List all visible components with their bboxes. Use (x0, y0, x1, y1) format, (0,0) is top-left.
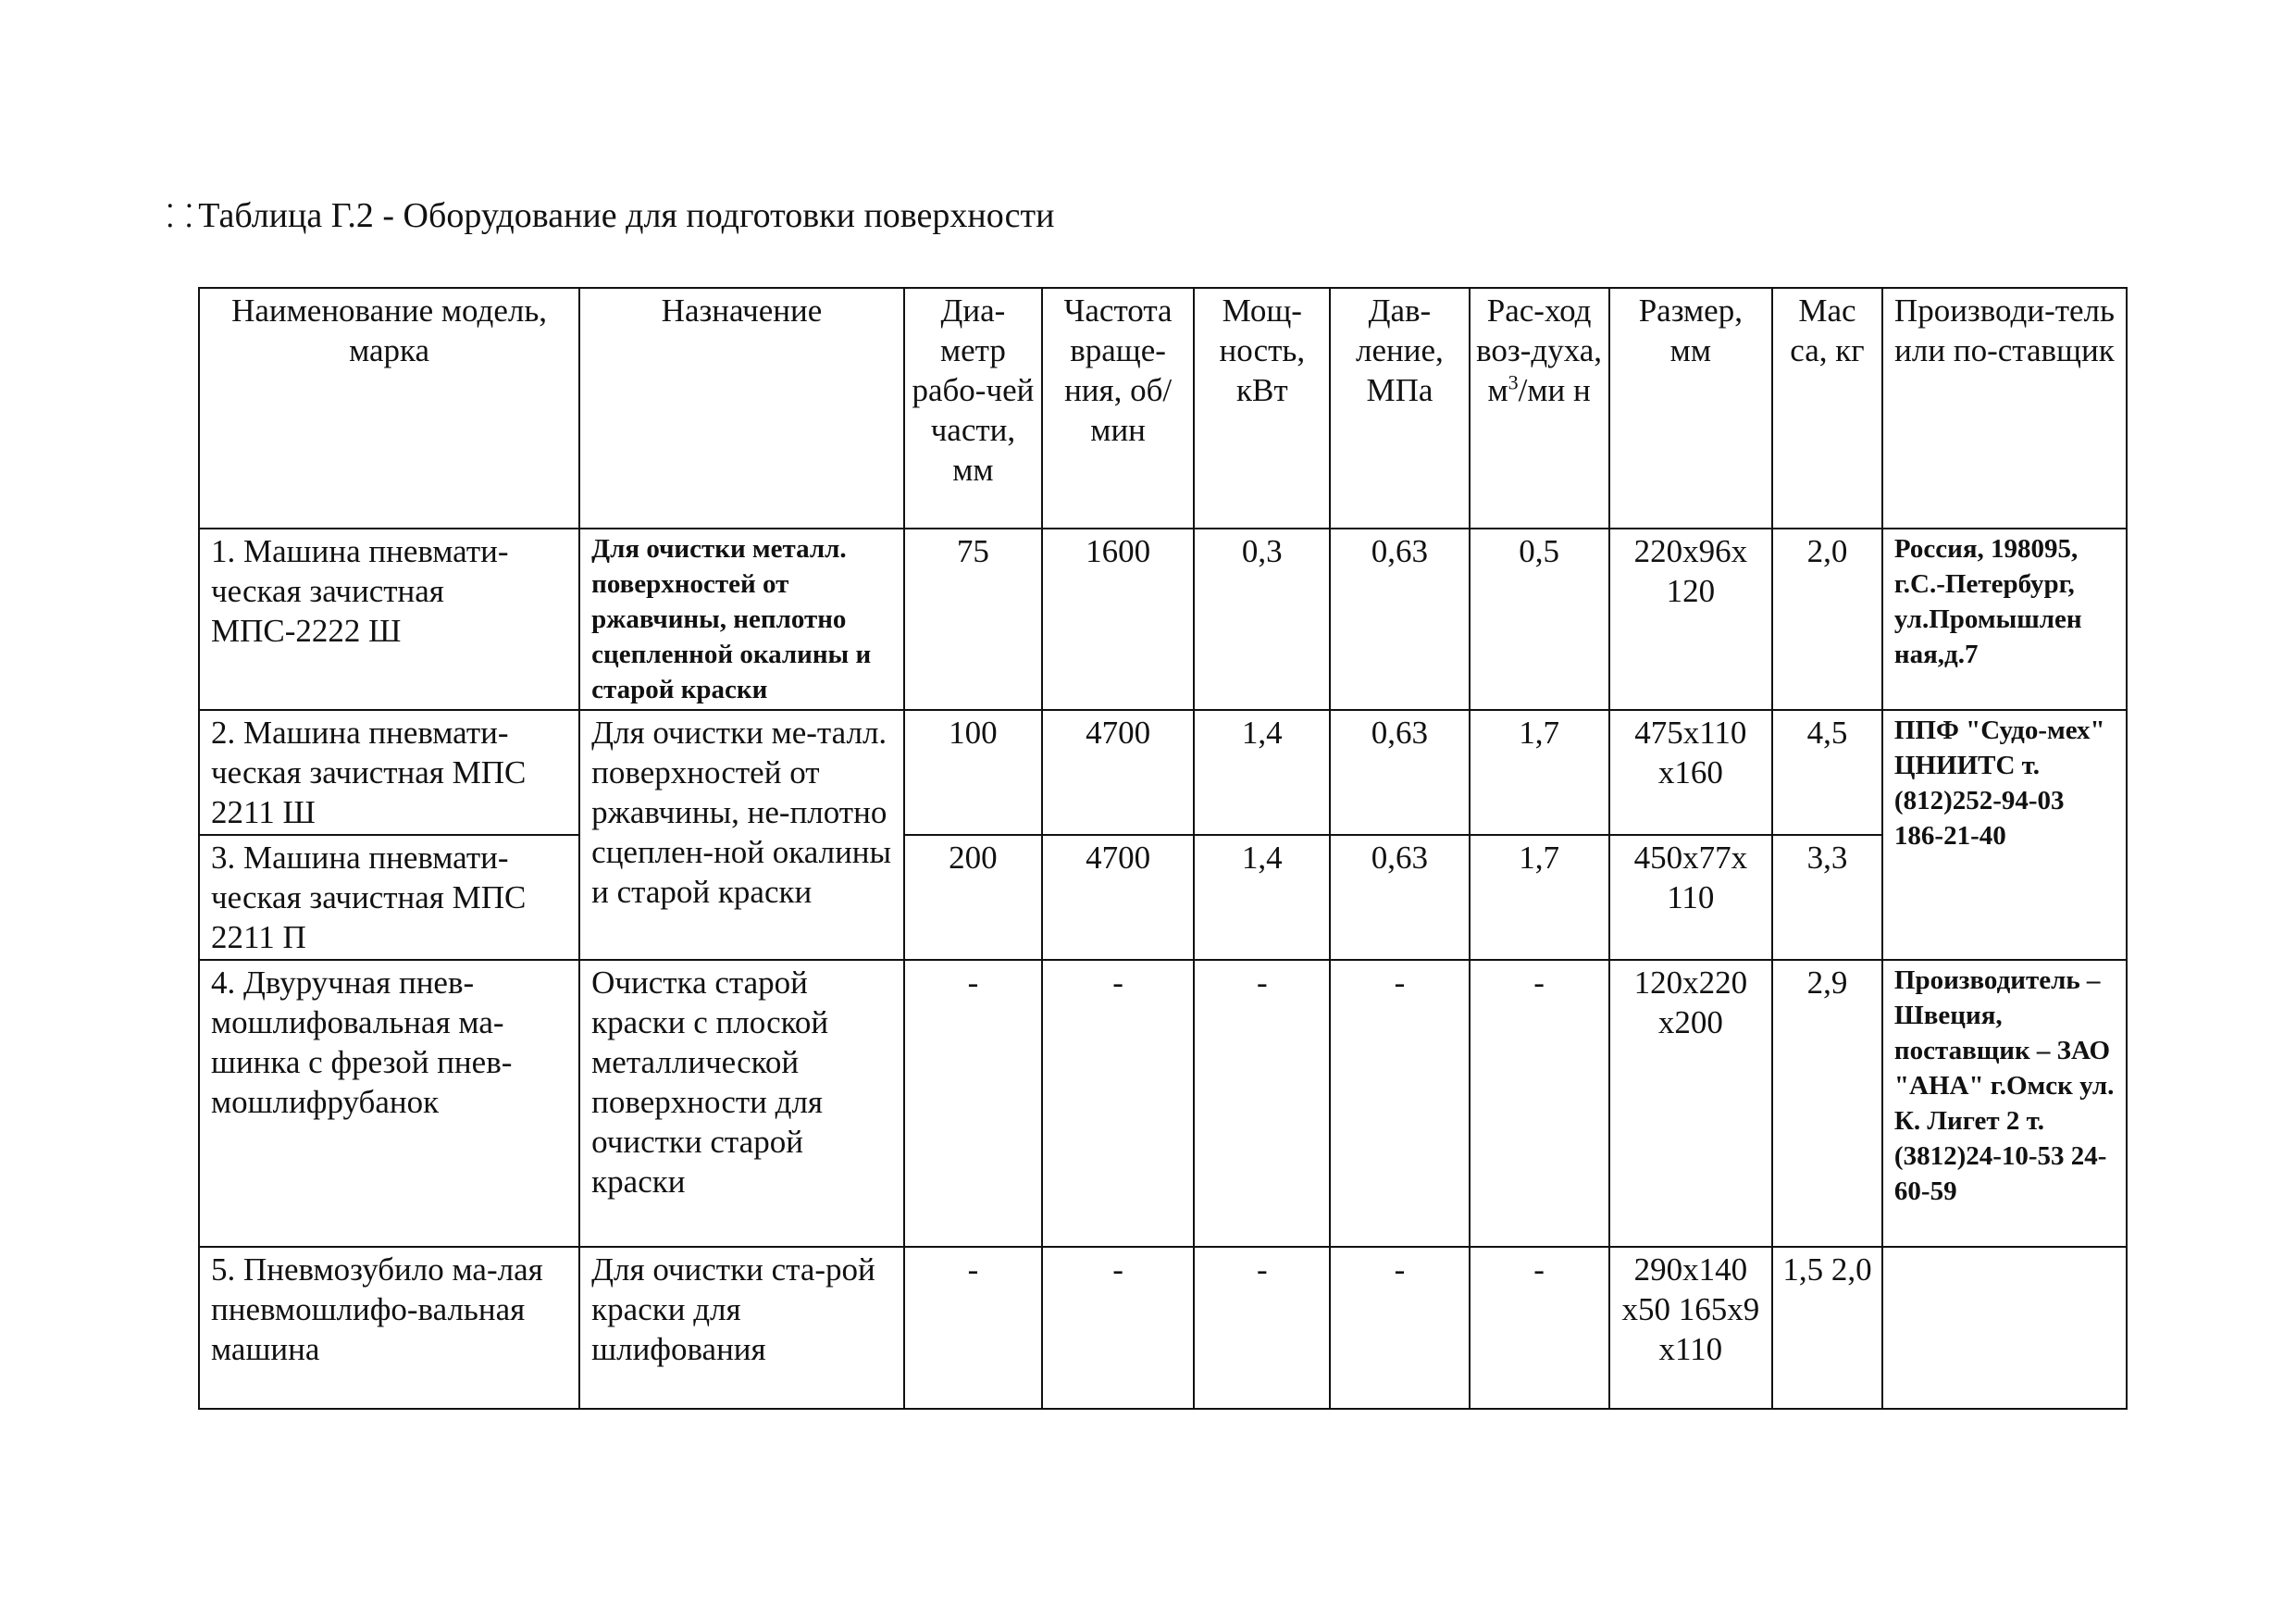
equipment-table (198, 287, 2128, 1410)
table-row (199, 710, 2127, 835)
header-air-unit: /ми н (1518, 372, 1591, 408)
table-row (199, 960, 2127, 1247)
cell-power: 0,3 (1194, 529, 1330, 710)
cell-size: 220х96х 120 (1609, 529, 1772, 710)
cell-name: 4. Двуручная пнев-мошлифовальная ма-шинка с фрезой пнев-мошлифрубанок (199, 960, 579, 1247)
cell-purpose: Очистка старой краски с плоской металлической поверхности для очистки старой краски (579, 960, 904, 1247)
cell-air: 0,5 (1470, 529, 1609, 710)
header-diameter: Диа-метр рабо-чей части, мм (904, 288, 1042, 529)
cell-pressure: 0,63 (1330, 529, 1469, 710)
cell-air: 1,7 (1470, 710, 1609, 835)
header-power: Мощ-ность, кВт (1194, 288, 1330, 529)
cell-diameter: 75 (904, 529, 1042, 710)
table-row (199, 529, 2127, 710)
header-manufacturer: Производи-тель или по-ставщик (1882, 288, 2127, 529)
header-frequency: Частота враще-ния, об/мин (1042, 288, 1194, 529)
header-name: Наименование модель, марка (199, 288, 579, 529)
cell-manufacturer: ППФ "Судо-мех" ЦНИИТС т.(812)252-94-03 186-21-40 (1882, 710, 2127, 960)
cell-purpose: Для очистки ме-талл. поверхностей от ржавчины, не-плотно сцеплен-ной окалины и старой краски (579, 710, 904, 960)
cell-pressure: 0,63 (1330, 835, 1469, 960)
cell-frequency: 4700 (1042, 710, 1194, 835)
cell-mass: 3,3 (1772, 835, 1882, 960)
cell-name: 2. Машина пневмати-ческая зачистная МПС 2211 Ш (199, 710, 579, 835)
cell-mass: 1,5 2,0 (1772, 1247, 1882, 1409)
caption-text: Таблица Г.2 - Оборудование для подготовки поверхности (198, 196, 1055, 235)
table-caption (167, 191, 1054, 242)
cell-power: 1,4 (1194, 710, 1330, 835)
cell-frequency: 4700 (1042, 835, 1194, 960)
cell-frequency: 1600 (1042, 529, 1194, 710)
cell-size: 290х140 х50 165х9 х110 (1609, 1247, 1772, 1409)
cell-purpose: Для очистки ста-рой краски для шлифования (579, 1247, 904, 1409)
table-header-row (199, 288, 2127, 529)
cell-mass: 2,0 (1772, 529, 1882, 710)
cell-size: 120х220 х200 (1609, 960, 1772, 1247)
cell-purpose: Для очистки металл. поверхностей от ржавчины, неплотно сцепленной окалины и старой краски (579, 529, 904, 710)
cell-size: 475х110 х160 (1609, 710, 1772, 835)
header-mass: Мас са, кг (1772, 288, 1882, 529)
cell-manufacturer (1882, 1247, 2127, 1409)
header-size: Размер, мм (1609, 288, 1772, 529)
cell-diameter: 100 (904, 710, 1042, 835)
table-row (199, 835, 2127, 960)
cell-name: 1. Машина пневмати-ческая зачистная МПС-2222 Ш (199, 529, 579, 710)
cell-power: - (1194, 1247, 1330, 1409)
cell-air: 1,7 (1470, 835, 1609, 960)
cell-frequency: - (1042, 960, 1194, 1247)
cell-diameter: 200 (904, 835, 1042, 960)
cell-name: 3. Машина пневмати-ческая зачистная МПС 2211 П (199, 835, 579, 960)
header-air-consumption (1470, 288, 1609, 529)
anchor-icon: ⸬ (167, 198, 193, 235)
cell-frequency: - (1042, 1247, 1194, 1409)
header-air-text: Рас-ход воз-духа, м (1476, 292, 1603, 408)
cell-mass: 2,9 (1772, 960, 1882, 1247)
cell-diameter: - (904, 1247, 1042, 1409)
cell-power: - (1194, 960, 1330, 1247)
cell-pressure: - (1330, 1247, 1469, 1409)
cell-manufacturer: Россия, 198095, г.С.-Петербург, ул.Промышлен ная,д.7 (1882, 529, 2127, 710)
table-row (199, 1247, 2127, 1409)
cell-mass: 4,5 (1772, 710, 1882, 835)
cell-name: 5. Пневмозубило ма-лая пневмошлифо-вальная машина (199, 1247, 579, 1409)
header-purpose: Назначение (579, 288, 904, 529)
cell-manufacturer: Производитель – Швеция, поставщик – ЗАО "АНА" г.Омск ул. К. Лигет 2 т.(3812)24-10-53 24-60-59 (1882, 960, 2127, 1247)
cell-air: - (1470, 1247, 1609, 1409)
cell-air: - (1470, 960, 1609, 1247)
cell-power: 1,4 (1194, 835, 1330, 960)
cell-diameter: - (904, 960, 1042, 1247)
header-pressure: Дав-ление, МПа (1330, 288, 1469, 529)
cell-size: 450х77х 110 (1609, 835, 1772, 960)
cell-pressure: 0,63 (1330, 710, 1469, 835)
header-air-superscript: 3 (1508, 370, 1519, 394)
cell-pressure: - (1330, 960, 1469, 1247)
